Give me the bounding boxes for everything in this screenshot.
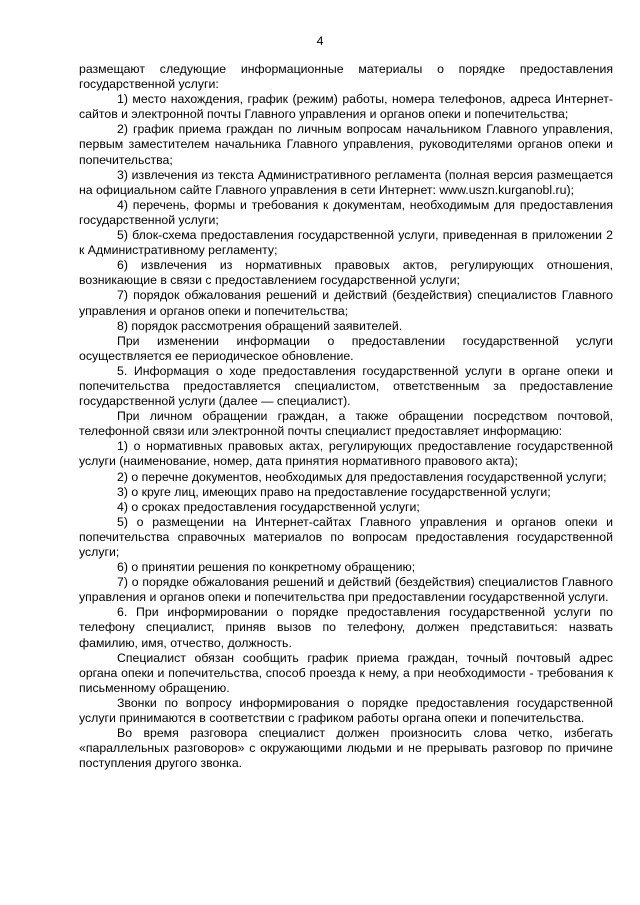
paragraph: размещают следующие информационные материалы о порядке предоставления государственной услуги: [79,62,613,92]
paragraph: 2) о перечне документов, необходимых для предоставления государственной услуги; [117,469,607,484]
paragraph: 3) извлечения из текста Административного регламента (полная версия размещается на официальном сайте Главного управления в сети Интернет: www.uszn.kurganobl.ru); [79,167,613,197]
paragraph: 6. При информировании о порядке предоставления государственной услуги по телефону специалист, приняв вызов по телефону, должен представиться: назвать фамилию, имя, отчество, должность. [79,605,613,650]
page-number: 4 [316,34,324,48]
paragraph: 4) о сроках предоставления государственной услуги; [117,499,420,514]
document-body [79,62,613,771]
paragraph: При личном обращении граждан, а также обращении посредством почтовой, телефонной связи или электронной почты специалист предоставляет информацию: [79,409,613,439]
paragraph: 1) место нахождения, график (режим) работы, номера телефонов, адреса Интернет-сайтов и электронной почты Главного управления и органов опеки и попечительства; [79,92,613,122]
paragraph: 6) извлечения из нормативных правовых актов, регулирующих отношения, возникающие в связи с предоставлением государственной услуги; [79,258,613,288]
paragraph: 5. Информация о ходе предоставления государственной услуги в органе опеки и попечительства предоставляется специалистом, ответственным за предоставление государственной услуги (далее — специалист). [79,363,613,409]
paragraph: 5) блок-схема предоставления государственной услуги, приведенная в приложении 2 к Административному регламенту; [79,228,613,258]
paragraph: 2) график приема граждан по личным вопросам начальником Главного управления, первым заместителем начальника Главного управления, руководителями органов опеки и попечительства; [79,122,613,167]
paragraph: При изменении информации о предоставлении государственной услуги осуществляется ее периодическое обновление. [79,333,613,363]
paragraph: Специалист обязан сообщить график приема граждан, точный почтовый адрес органа опеки и попечительства, способ проезда к нему, а при необходимости - требования к письменному обращению. [79,650,613,695]
paragraph: Во время разговора специалист должен произносить слова четко, избегать «параллельных разговоров» с окружающими людьми и не прерывать разговор по причине поступления другого звонка. [79,726,613,771]
paragraph: 4) перечень, формы и требования к документам, необходимым для предоставления государственной услуги; [79,197,613,227]
paragraph: 1) о нормативных правовых актах, регулирующих предоставление государственной услуги (наименование, номер, дата принятия нормативного правового акта); [79,439,613,469]
paragraph: 8) порядок рассмотрения обращений заявителей. [117,318,403,333]
paragraph: 7) порядок обжалования решений и действий (бездействия) специалистов Главного управления и органов опеки и попечительства; [79,288,613,318]
paragraph: 7) о порядке обжалования решений и действий (бездействия) специалистов Главного управления и органов опеки и попечительства при предоставлении государственной услуги. [79,575,613,605]
paragraph: 3) о круге лиц, имеющих право на предоставление государственной услуги; [117,484,551,499]
paragraph: 6) о принятии решения по конкретному обращению; [117,560,416,575]
paragraph: Звонки по вопросу информирования о порядке предоставления государственной услуги принимаются в соответствии с графиком работы органа опеки и попечительства. [79,695,613,726]
paragraph: 5) о размещении на Интернет-сайтах Главного управления и органов опеки и попечительства справочных материалов по вопросам предоставления государственной услуги; [79,514,613,559]
